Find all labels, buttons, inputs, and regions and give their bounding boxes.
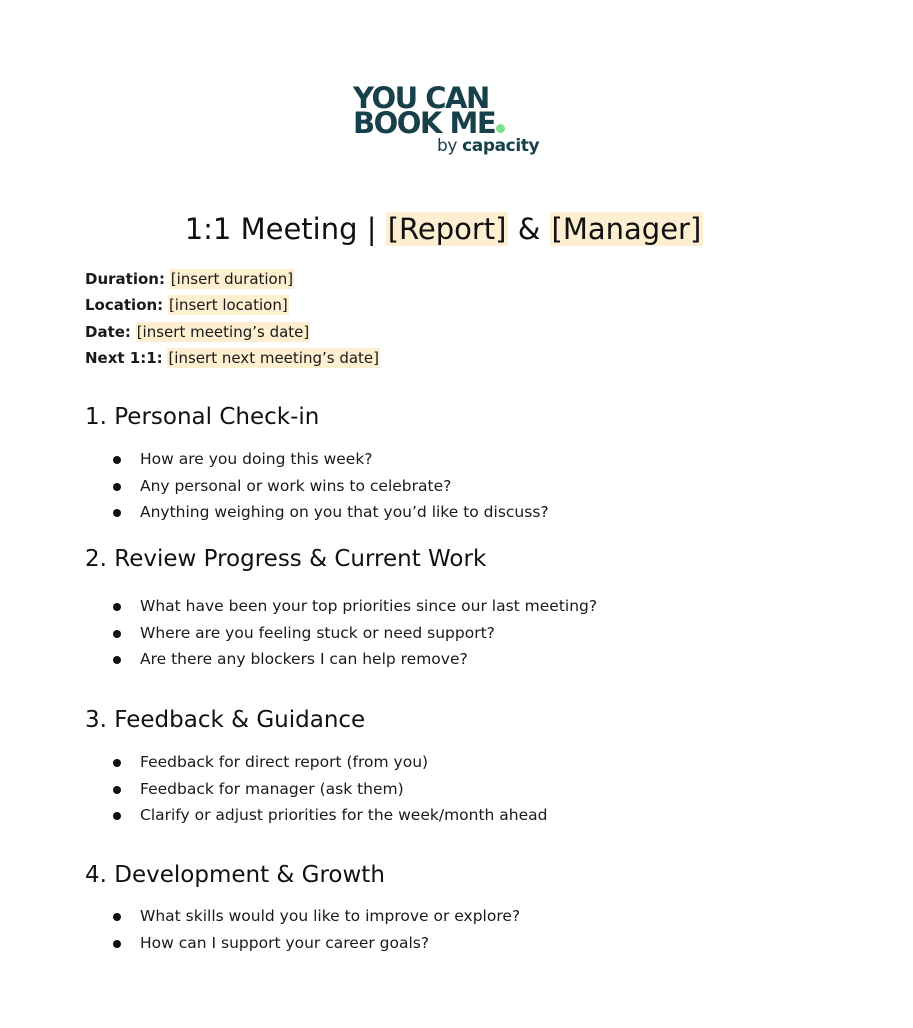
logo-line-2-text: BOOK ME — [353, 106, 496, 140]
bullet-icon — [113, 759, 121, 767]
bullet-icon — [113, 656, 121, 664]
meta-label: Date: — [85, 322, 131, 341]
list-item — [85, 930, 520, 957]
list-item — [85, 593, 597, 620]
list-item-text: Any personal or work wins to celebrate? — [140, 476, 452, 495]
list-item-text: Feedback for direct report (from you) — [140, 753, 429, 771]
list-item-text: Clarify or adjust priorities for the week/month ahead — [140, 806, 548, 824]
bullet-list — [85, 446, 549, 526]
meta-row-location — [85, 292, 380, 318]
bullet-icon — [113, 786, 121, 794]
meta-value: [insert meeting’s date] — [136, 322, 310, 341]
list-item-text: Are there any blockers I can help remove? — [140, 650, 468, 668]
bullet-list — [85, 749, 548, 829]
bullet-icon — [113, 630, 121, 638]
list-item — [85, 802, 548, 829]
section-review-progress — [85, 544, 597, 673]
list-item-text: How are you doing this week? — [140, 450, 373, 468]
bullet-list — [85, 903, 520, 956]
section-heading: 4. Development & Growth — [85, 862, 385, 888]
logo-byline — [437, 136, 539, 156]
title-report-placeholder: [Report] — [387, 212, 507, 246]
logo-line-1: YOU CAN — [353, 81, 489, 115]
list-item-text: Feedback for manager (ask them) — [140, 779, 404, 798]
bullet-icon — [113, 456, 121, 464]
list-item-text: What skills would you like to improve or explore? — [140, 907, 521, 925]
list-item-text: How can I support your career goals? — [140, 933, 430, 952]
section-heading: 1. Personal Check-in — [85, 404, 320, 430]
meeting-details — [85, 266, 380, 371]
list-item — [85, 776, 548, 803]
list-item — [85, 620, 597, 647]
section-heading: 3. Feedback & Guidance — [85, 707, 366, 733]
bullet-icon — [113, 509, 121, 517]
list-item — [85, 446, 549, 473]
list-item — [85, 499, 549, 526]
meta-row-date — [85, 319, 380, 345]
bullet-icon — [113, 940, 121, 948]
list-item-text: Where are you feeling stuck or need support? — [140, 623, 495, 642]
section-heading: 2. Review Progress & Current Work — [85, 546, 487, 572]
list-item-text: Anything weighing on you that you’d like to discuss? — [140, 503, 549, 521]
list-item — [85, 749, 548, 776]
section-personal-check-in — [85, 402, 549, 526]
meta-label: Location: — [85, 296, 164, 315]
bullet-list — [85, 593, 597, 673]
bullet-icon — [113, 603, 121, 611]
logo-capacity-word: capacity — [462, 136, 540, 156]
page-title — [0, 207, 888, 251]
meta-label: Duration: — [85, 270, 165, 288]
list-item-text: What have been your top priorities since our last meeting? — [140, 597, 598, 615]
logo-line-2 — [353, 106, 553, 140]
list-item — [85, 473, 549, 500]
meta-value: [insert location] — [168, 296, 288, 315]
logo-dot-icon — [496, 124, 505, 133]
title-manager-placeholder: [Manager] — [551, 212, 702, 246]
bullet-icon — [113, 913, 121, 921]
meta-row-duration — [85, 266, 380, 292]
meta-value: [insert next meeting’s date] — [168, 348, 380, 367]
bullet-icon — [113, 812, 121, 820]
title-ampersand: & — [508, 212, 550, 246]
list-item — [85, 903, 520, 930]
brand-logo — [353, 81, 553, 160]
title-prefix: 1:1 Meeting | — [184, 212, 386, 246]
meta-label: Next 1:1: — [85, 348, 163, 367]
section-feedback-guidance — [85, 705, 548, 829]
list-item — [85, 646, 597, 673]
meta-row-next-meeting — [85, 345, 380, 371]
logo-by-word: by — [437, 136, 458, 156]
section-development-growth — [85, 860, 520, 956]
meta-value: [insert duration] — [170, 270, 294, 288]
bullet-icon — [113, 483, 121, 491]
